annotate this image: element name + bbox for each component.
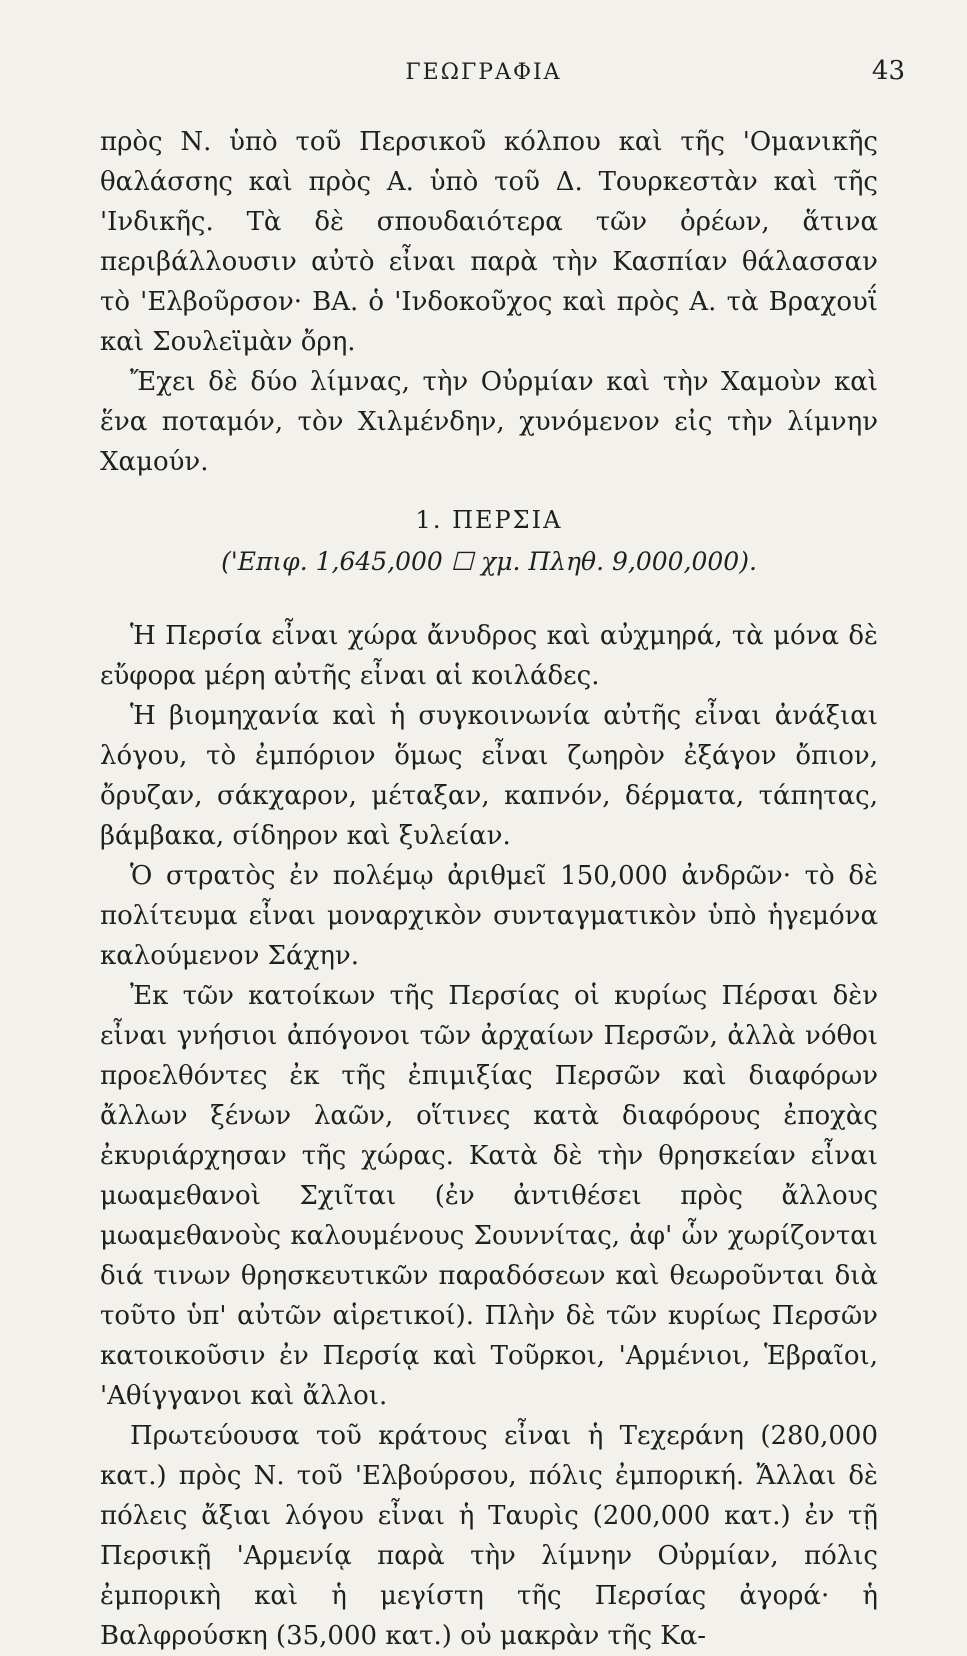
- section-statistics: ('Επιφ. 1,645,000 ☐ χμ. Πληθ. 9,000,000).: [221, 547, 757, 576]
- paragraph-land: Ἡ Περσία εἶναι χώρα ἄνυδρος καὶ αὐχμηρά, τὰ μόνα δὲ εὔφορα μέρη αὐτῆς εἶναι αἱ κοιλάδες.: [100, 621, 878, 691]
- section-heading: 1. ΠΕΡΣΙΑ: [415, 506, 563, 534]
- body-text: [100, 122, 878, 1656]
- paragraph-mountains: πρὸς Ν. ὑπὸ τοῦ Περσικοῦ κόλπου καὶ τῆς 'Ομανικῆς θαλάσσης καὶ πρὸς Α. ὑπὸ τοῦ Δ. Τουρκεστὰν καὶ τῆς 'Ινδικῆς. Τὰ δὲ σπουδαιότερα τῶν ὀρέων, ἅτινα περιβάλλουσιν αὐτὸ εἶναι παρὰ τὴν Κασπίαν θάλασσαν τὸ 'Ελβοῦρσον· ΒΑ. ὁ 'Ινδοκοῦχος καὶ πρὸς Α. τὰ Βραχουΐ καὶ Σουλεϊμὰν ὄρη.: [100, 127, 878, 357]
- paragraph-industry: Ἡ βιομηχανία καὶ ἡ συγκοινωνία αὐτῆς εἶναι ἀνάξιαι λόγου, τὸ ἐμπόριον ὅμως εἶναι ζωηρὸν ἐξάγον ὄπιον, ὄρυζαν, σάκχαρον, μέταξαν, καπνόν, δέρματα, τάπητας, βάμβακα, σίδηρον καὶ ξυλείαν.: [100, 701, 878, 851]
- running-title: ΓΕΩΓΡΑΦΙΑ: [405, 60, 562, 85]
- paragraph-capital: Πρωτεύουσα τοῦ κράτους εἶναι ἡ Τεχεράνη (280,000 κατ.) πρὸς Ν. τοῦ 'Ελβούρσου, πόλις ἐμπορική. Ἄλλαι δὲ πόλεις ἄξιαι λόγου εἶναι ἡ Ταυρὶς (200,000 κατ.) ἐν τῇ Περσικῇ 'Αρμενίᾳ παρὰ τὴν λίμνην Οὐρμίαν, πόλις ἐμπορικὴ καὶ ἡ μεγίστη τῆς Περσίας ἀγορά· ἡ Βαλφρούσκη (35,000 κατ.) οὐ μακρὰν τῆς Κα-: [100, 1421, 878, 1651]
- page-number: 43: [871, 56, 905, 86]
- paragraph-army: Ὁ στρατὸς ἐν πολέμῳ ἀριθμεῖ 150,000 ἀνδρῶν· τὸ δὲ πολίτευμα εἶναι μοναρχικὸν συνταγματικὸν ὑπὸ ἡγεμόνα καλούμενον Σάχην.: [100, 861, 878, 971]
- paragraph-inhabitants: Ἐκ τῶν κατοίκων τῆς Περσίας οἱ κυρίως Πέρσαι δὲν εἶναι γνήσιοι ἀπόγονοι τῶν ἀρχαίων Περσῶν, ἀλλὰ νόθοι προελθόντες ἐκ τῆς ἐπιμιξίας Περσῶν καὶ διαφόρων ἄλλων ξένων λαῶν, οἵτινες κατὰ διαφόρους ἐποχὰς ἐκυριάρχησαν τῆς χώρας. Κατὰ δὲ τὴν θρησκείαν εἶναι μωαμεθανοὶ Σχιῖται (ἐν ἀντιθέσει πρὸς ἄλλους μωαμεθανοὺς καλουμένους Σουννίτας, ἀφ' ὧν χωρίζονται διά τινων θρησκευτικῶν παραδόσεων καὶ θεωροῦνται διὰ τοῦτο ὑπ' αὐτῶν αἱρετικοί). Πλὴν δὲ τῶν κυρίως Περσῶν κατοικοῦσιν ἐν Περσίᾳ καὶ Τοῦρκοι, 'Αρμένιοι, Ἑβραῖοι, 'Αθίγγανοι καὶ ἄλλοι.: [100, 981, 878, 1411]
- paragraph-lakes: Ἔχει δὲ δύο λίμνας, τὴν Οὐρμίαν καὶ τὴν Χαμοὺν καὶ ἕνα ποταμόν, τὸν Χιλμένδην, χυνόμενον εἰς τὴν λίμνην Χαμούν.: [100, 367, 878, 477]
- running-head: [0, 52, 967, 102]
